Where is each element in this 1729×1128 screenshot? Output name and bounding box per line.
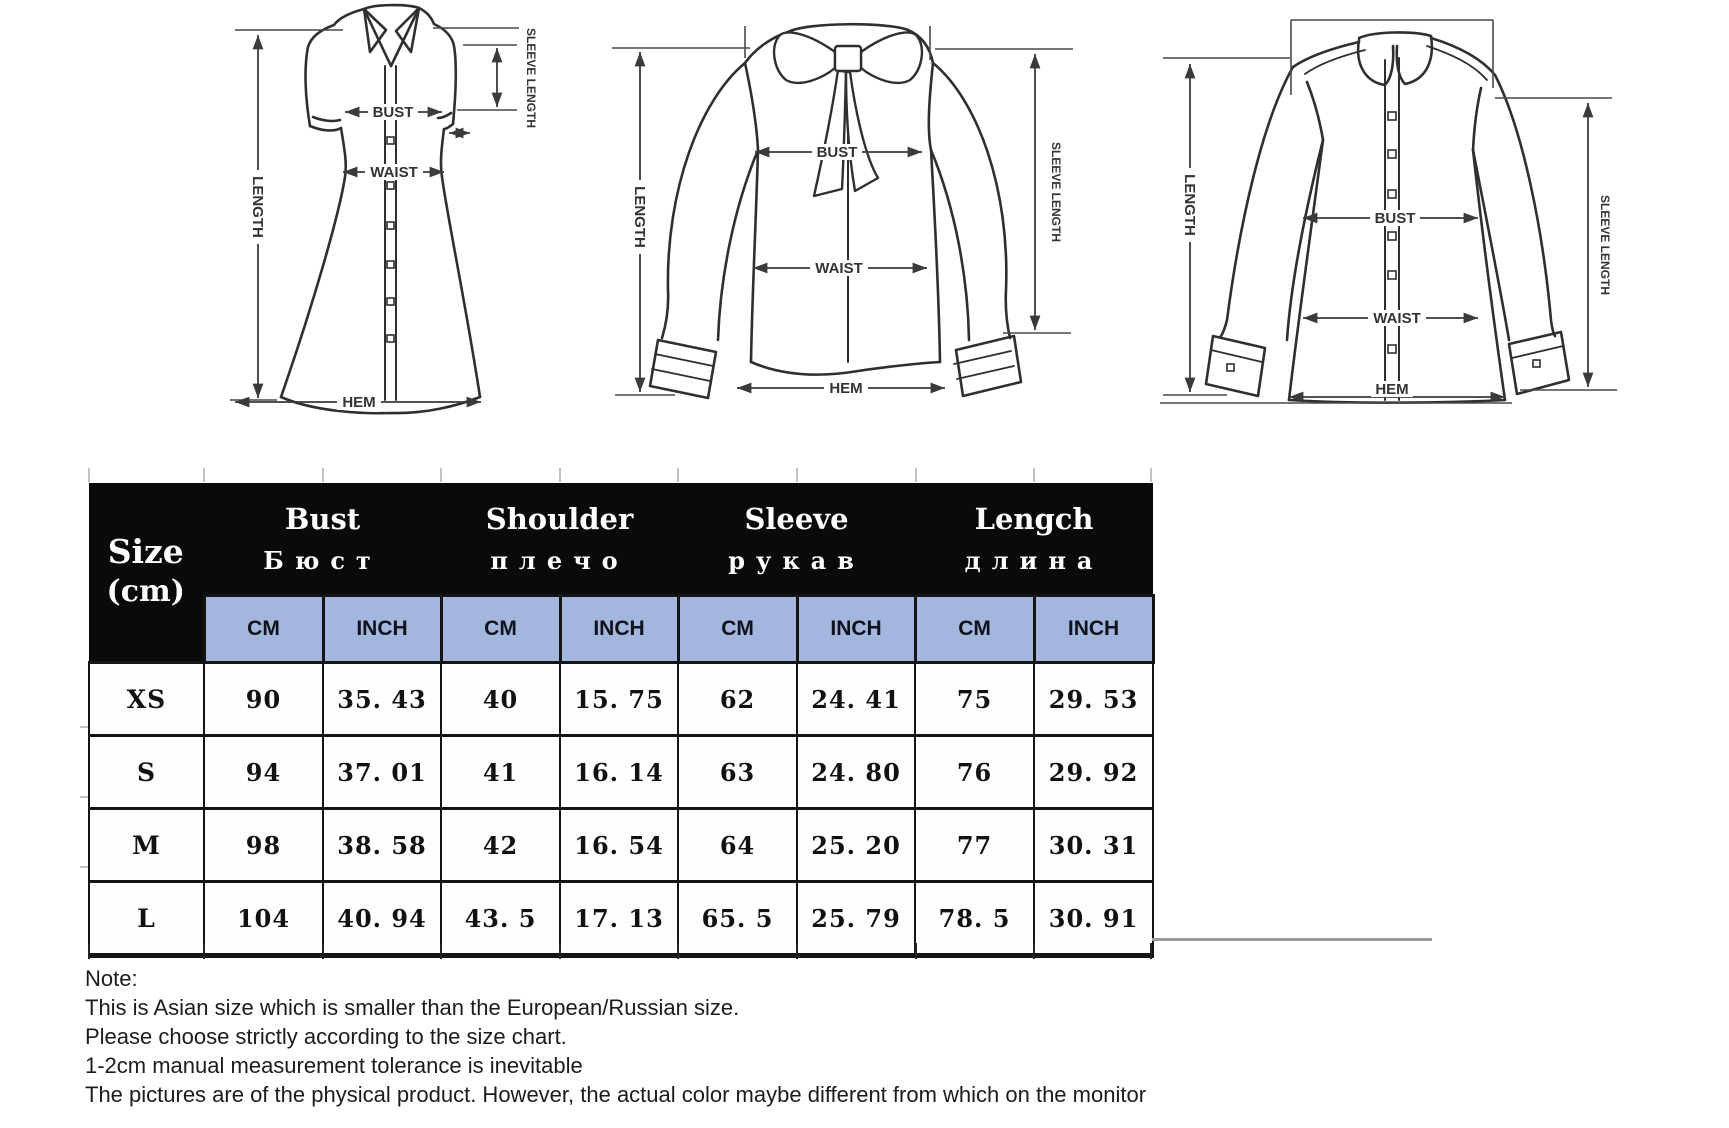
table-header-row [89, 483, 1153, 596]
blouse-sleeve-length-label: SLEEVE LENGTH [1049, 141, 1063, 243]
group-sleeve-ru: рукав [728, 545, 865, 575]
dress-waist-label: WAIST [370, 164, 418, 181]
table-cell: 30. 31 [1034, 809, 1153, 882]
unit-header: INCH [323, 596, 441, 663]
dress-bust-label: BUST [372, 104, 414, 121]
shirt-waist-arrow [1303, 310, 1478, 327]
group-sleeve-en: Sleeve [744, 501, 849, 536]
blouse-hem-arrow [737, 380, 945, 397]
table-cell: 94 [204, 736, 323, 809]
table-cell: 38. 58 [323, 809, 441, 882]
table-row [89, 663, 1153, 736]
table-cell: 15. 75 [560, 663, 678, 736]
unit-header: CM [678, 596, 797, 663]
table-cell: 30. 91 [1034, 882, 1153, 956]
shirt-hem-label: HEM [1375, 381, 1409, 398]
table-cell: 63 [678, 736, 797, 809]
row-size-label: XS [89, 663, 204, 736]
dress-sleeve-length-arrow [433, 28, 538, 133]
table-cell: 62 [678, 663, 797, 736]
note-line: 1-2cm manual measurement tolerance is inevitable [85, 1053, 583, 1078]
table-cell: 40 [441, 663, 560, 736]
unit-header: INCH [560, 596, 678, 663]
group-bust-en: Bust [284, 501, 361, 536]
shirt-length-label: LENGTH [1181, 174, 1198, 236]
group-header-sleeve [678, 483, 915, 596]
table-cell: 41 [441, 736, 560, 809]
blouse-diagram [548, 0, 1073, 430]
table-cell: 42 [441, 809, 560, 882]
table-cell: 75 [915, 663, 1034, 736]
unit-header: CM [204, 596, 323, 663]
table-cell: 90 [204, 663, 323, 736]
shirt-diagram [1075, 0, 1625, 430]
dress-outline [281, 5, 480, 413]
shirt-bust-label: BUST [1374, 210, 1416, 227]
table-row [89, 736, 1153, 809]
dress-bust-arrow [345, 104, 442, 121]
blouse-waist-label: WAIST [815, 260, 863, 277]
table-cell: 78. 5 [915, 882, 1034, 956]
row-size-label: S [89, 736, 204, 809]
dress-sleeve-length-label: SLEEVE LENGTH [524, 27, 538, 129]
table-cell: 35. 43 [323, 663, 441, 736]
dress-hem-label: HEM [342, 394, 376, 411]
dress-length-label: LENGTH [249, 176, 266, 238]
table-row [89, 809, 1153, 882]
row-size-label: M [89, 809, 204, 882]
table-cell: 25. 20 [797, 809, 915, 882]
table-cell: 37. 01 [323, 736, 441, 809]
note-section [85, 964, 1146, 1109]
blouse-bust-label: BUST [816, 144, 858, 161]
table-cell: 76 [915, 736, 1034, 809]
table-cell: 29. 92 [1034, 736, 1153, 809]
note-line: The pictures are of the physical product. However, the actual color maybe different from which on the monitor [85, 1082, 1147, 1107]
group-header-shoulder [441, 483, 678, 596]
shirt-sleeve-length-label: SLEEVE LENGTH [1598, 194, 1612, 296]
group-header-bust [204, 483, 441, 596]
table-cell: 43. 5 [441, 882, 560, 956]
table-cell: 24. 80 [797, 736, 915, 809]
units-header-row [89, 596, 1153, 663]
group-header-length [915, 483, 1153, 596]
table-cell: 104 [204, 882, 323, 956]
group-shoulder-ru: плечо [490, 545, 629, 575]
table-row [89, 882, 1153, 956]
unit-header: INCH [1034, 596, 1153, 663]
table-cell: 98 [204, 809, 323, 882]
table-cell: 29. 53 [1034, 663, 1153, 736]
table-cell: 17. 13 [560, 882, 678, 956]
group-length-ru: длина [964, 545, 1104, 575]
dress-waist-arrow [343, 164, 444, 181]
table-cell: 16. 54 [560, 809, 678, 882]
shirt-waist-label: WAIST [1373, 310, 1421, 327]
unit-header: INCH [797, 596, 915, 663]
size-corner-line2: (cm) [106, 574, 185, 609]
unit-header: CM [441, 596, 560, 663]
dress-length-arrow [230, 30, 343, 400]
size-table [88, 483, 1155, 958]
table-cell: 40. 94 [323, 882, 441, 956]
blouse-hem-label: HEM [829, 380, 863, 397]
size-corner-line1: Size [107, 532, 184, 571]
note-line: Note: [85, 966, 138, 991]
table-cell: 16. 14 [560, 736, 678, 809]
group-bust-ru: Бюст [263, 545, 382, 575]
group-length-en: Lengch [974, 501, 1094, 536]
table-cell: 25. 79 [797, 882, 915, 956]
size-corner-cell [89, 483, 204, 663]
table-cell: 64 [678, 809, 797, 882]
group-shoulder-en: Shoulder [485, 501, 634, 536]
shirt-bust-arrow [1303, 210, 1478, 227]
gridline-tail [1152, 938, 1432, 941]
table-cell: 65. 5 [678, 882, 797, 956]
row-size-label: L [89, 882, 204, 956]
unit-header: CM [915, 596, 1034, 663]
shirt-sleeve-length-arrow [1495, 98, 1617, 390]
shirt-buttons [1227, 112, 1540, 371]
note-line: Please choose strictly according to the size chart. [85, 1024, 567, 1049]
table-cell: 24. 41 [797, 663, 915, 736]
blouse-bust-arrow [755, 144, 922, 161]
note-line: This is Asian size which is smaller than the European/Russian size. [85, 995, 740, 1020]
table-cell: 77 [915, 809, 1034, 882]
blouse-waist-arrow [753, 260, 927, 277]
blouse-sleeve-length-arrow [935, 49, 1073, 333]
dress-diagram [195, 0, 545, 430]
blouse-length-label: LENGTH [631, 186, 648, 248]
